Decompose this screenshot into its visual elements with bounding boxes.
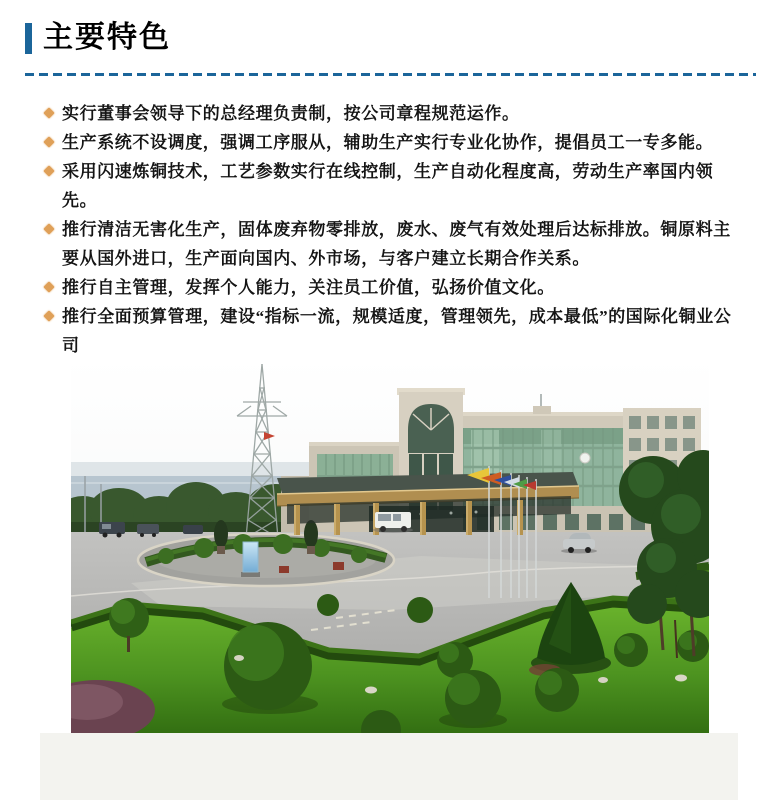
diamond-bullet-icon — [43, 310, 54, 321]
accent-bar — [25, 23, 32, 54]
feature-text: 推行全面预算管理，建设“指标一流，规模适度，管理领先，成本最低”的国际化铜业公司 — [62, 307, 732, 355]
diamond-bullet-icon — [43, 165, 54, 176]
feature-item — [45, 157, 747, 215]
diamond-bullet-icon — [43, 107, 54, 118]
feature-text: 实行董事会领导下的总经理负责制，按公司章程规范运作。 — [62, 104, 520, 123]
blue-sign — [243, 542, 258, 572]
section-header — [25, 20, 171, 56]
feature-text: 生产系统不设调度，强调工序服从，辅助生产实行专业化协作，提倡员工一专多能。 — [62, 133, 714, 152]
feature-item — [45, 302, 747, 360]
page-title: 主要特色 — [43, 21, 171, 54]
company-campus-photo — [71, 358, 709, 733]
feature-list — [45, 99, 747, 360]
feature-item — [45, 273, 747, 302]
feature-text: 推行清洁无害化生产，固体废弃物零排放，废水、废气有效处理后达标排放。铜原料主要从国外进口，生产面向国内、外市场，与客户建立长期合作关系。 — [62, 220, 731, 268]
feature-item — [45, 128, 747, 157]
diamond-bullet-icon — [43, 136, 54, 147]
feature-text: 采用闪速炼铜技术，工艺参数实行在线控制，生产自动化程度高，劳动生产率国内领先。 — [62, 162, 714, 210]
campus-photo-illustration — [71, 358, 709, 733]
feature-text: 推行自主管理，发挥个人能力，关注员工价值，弘扬价值文化。 — [62, 278, 555, 297]
feature-item — [45, 99, 747, 128]
footer-background — [40, 733, 738, 800]
diamond-bullet-icon — [43, 223, 54, 234]
dashed-divider — [25, 73, 756, 76]
diamond-bullet-icon — [43, 281, 54, 292]
feature-item — [45, 215, 747, 273]
